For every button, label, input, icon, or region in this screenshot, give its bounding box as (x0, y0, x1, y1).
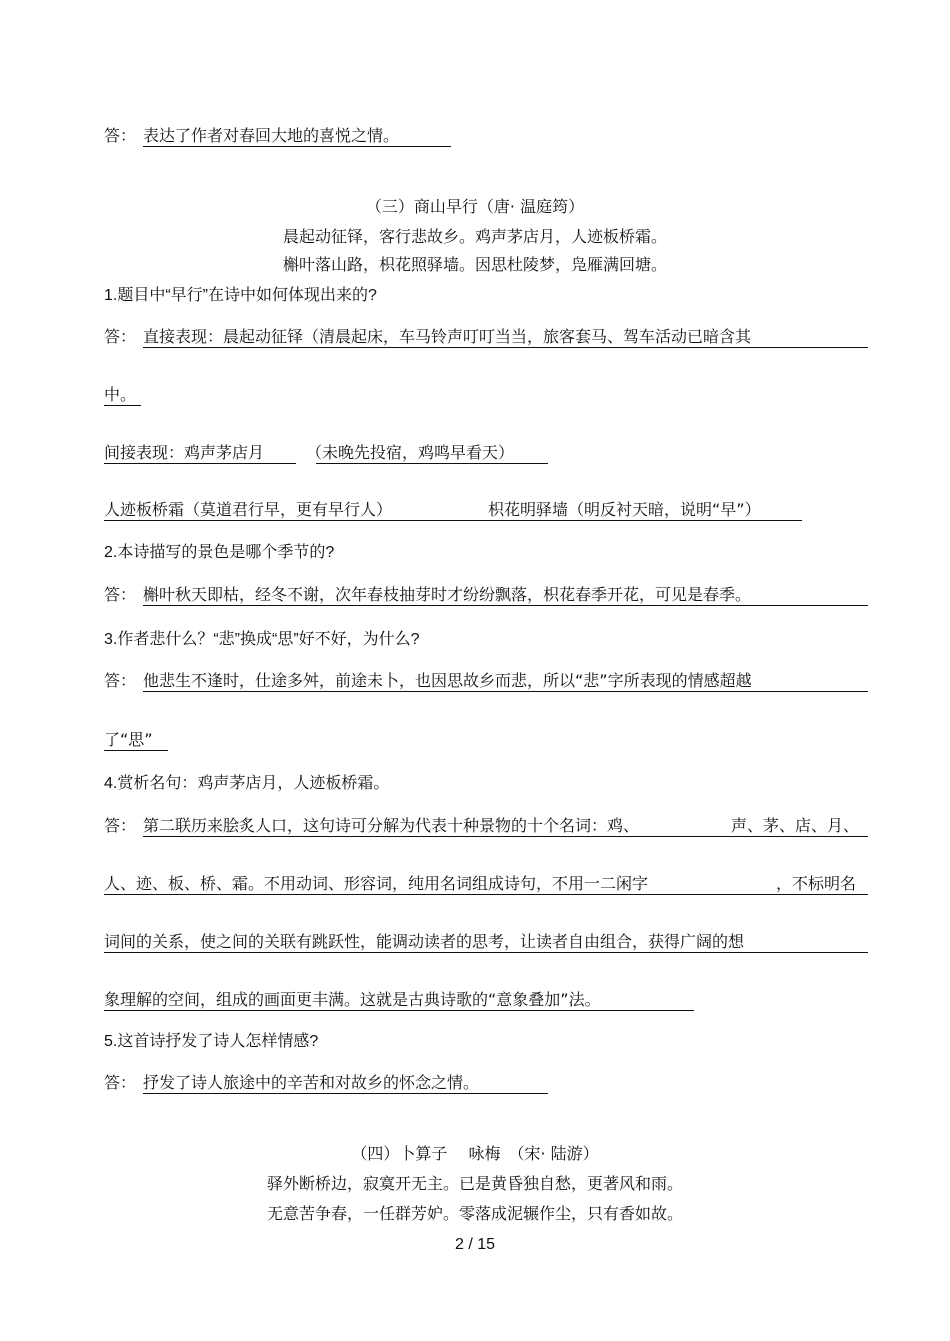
question-4: 4.赏析名句：鸡声茅店月，人迹板桥霜。 (104, 775, 390, 792)
answer-text: 词间的关系，使之间的关联有跳跃性，能调动读者的思考，让读者自由组合，获得广阔的想 (104, 932, 745, 951)
answer-label: 答： (104, 585, 137, 604)
question-1: 1.题目中“早行”在诗中如何体现出来的? (104, 287, 377, 304)
answer-underline (143, 605, 868, 606)
answer-underline (104, 405, 141, 406)
answer-underline (104, 463, 296, 464)
answer-text: 了“思” (104, 730, 153, 749)
answer-underline (104, 894, 868, 895)
poem-heading: （四）卜算子 咏梅 （宋· 陆游） (351, 1144, 599, 1163)
poem-heading: （三）商山早行（唐· 温庭筠） (365, 197, 585, 216)
answer-label: 答： (104, 671, 137, 690)
answer-text: 中。 (104, 385, 137, 404)
answer-text: 枳花明驿墙（明反衬天暗，说明“早”） (488, 500, 761, 519)
answer-text: 声、茅、店、月、 (731, 816, 860, 835)
answer-label: 答： (104, 126, 137, 145)
answer-label: 答： (104, 816, 137, 835)
answer-text: 抒发了诗人旅途中的辛苦和对故乡的怀念之情。 (143, 1073, 480, 1092)
answer-text: ，不标明名 (776, 874, 857, 893)
poem-line: 槲叶落山路，枳花照驿墙。因思杜陵梦，凫雁满回塘。 (282, 255, 667, 274)
question-2: 2.本诗描写的景色是哪个季节的? (104, 544, 335, 561)
answer-text: 间接表现：鸡声茅店月 (104, 443, 265, 462)
poem-line: 驿外断桥边，寂寞开无主。已是黄昏独自愁，更著风和雨。 (266, 1174, 683, 1193)
answer-underline (104, 952, 868, 953)
answer-underline (143, 347, 868, 348)
question-5: 5.这首诗抒发了诗人怎样情感? (104, 1033, 319, 1050)
answer-underline (104, 520, 802, 521)
answer-underline (104, 1010, 694, 1011)
answer-text: 他悲生不逢时，仕途多舛，前途未卜，也因思故乡而悲，所以“悲”字所表现的情感超越 (143, 671, 752, 690)
poem-line: 无意苦争春，一任群芳妒。零落成泥辗作尘，只有香如故。 (266, 1204, 683, 1223)
poem-line: 晨起动征铎，客行悲故乡。鸡声茅店月，人迹板桥霜。 (282, 227, 667, 246)
answer-text: 槲叶秋天即枯，经冬不谢，次年春枝抽芽时才纷纷飘落，枳花春季开花，可见是春季。 (143, 585, 752, 604)
answer-text: 第二联历来脍炙人口，这句诗可分解为代表十种景物的十个名词：鸡、 (143, 816, 640, 835)
answer-text: 人迹板桥霜（莫道君行早，更有早行人） (104, 500, 393, 519)
answer-text: 直接表现：晨起动征铎（清晨起床，车马铃声叮叮当当，旅客套马、驾车活动已暗含其 (143, 327, 752, 346)
answer-underline (104, 750, 168, 751)
question-3: 3.作者悲什么？“悲”换成“思”好不好，为什么? (104, 631, 420, 648)
answer-label: 答： (104, 1073, 137, 1092)
answer-text: 人、迹、板、桥、霜。不用动词、形容词，纯用名词组成诗句，不用一二闲字 (104, 874, 649, 893)
answer-underline (143, 1093, 548, 1094)
answer-text: （未晚先投宿，鸡鸣早看天） (306, 443, 515, 462)
answer-label: 答： (104, 327, 137, 346)
answer-underline (143, 836, 868, 837)
answer-underline (316, 463, 548, 464)
page-number: 2 / 15 (454, 1236, 496, 1253)
answer-text: 表达了作者对春回大地的喜悦之情。 (143, 126, 400, 145)
answer-text: 象理解的空间，组成的画面更丰满。这就是古典诗歌的“意象叠加”法。 (104, 990, 601, 1009)
answer-underline (143, 691, 868, 692)
answer-underline (143, 146, 451, 147)
